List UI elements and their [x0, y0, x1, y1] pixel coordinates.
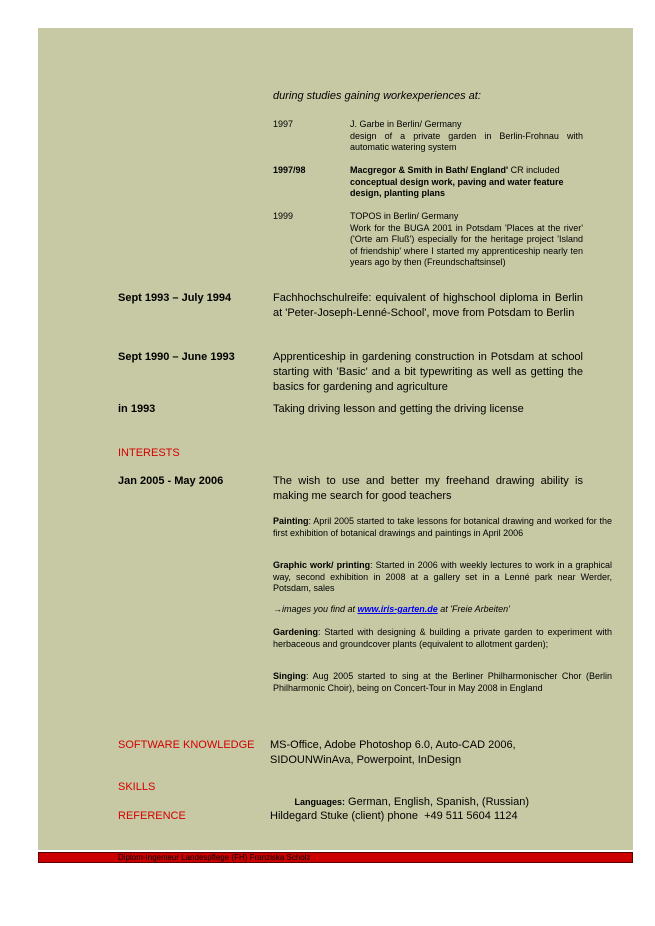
interests-heading: INTERESTS — [118, 447, 180, 459]
intro-line: during studies gaining workexperiences at: — [273, 90, 481, 102]
work-entry-desc — [350, 165, 583, 200]
footer-bar — [38, 852, 633, 863]
timeline-date: Sept 1990 – June 1993 — [118, 351, 235, 363]
interest-lead: Graphic work/ printing — [273, 560, 371, 570]
interests-period-date: Jan 2005 - May 2006 — [118, 475, 224, 487]
work-entry-desc — [350, 211, 583, 269]
cv-sheet — [38, 28, 633, 850]
timeline-date: in 1993 — [118, 403, 156, 415]
reference-heading: REFERENCE — [118, 810, 186, 822]
footer-text: Diplom-Ingenieur Landespflege (FH) Franziska Scholz — [118, 853, 311, 862]
interest-paragraph-singing — [273, 671, 612, 694]
interest-lead: Painting — [273, 516, 309, 526]
interest-paragraph-painting — [273, 516, 612, 539]
skills-heading: SKILLS — [118, 781, 156, 793]
work-entry-year: 1997/98 — [273, 165, 306, 175]
timeline-text: Taking driving lesson and getting the driving license — [273, 403, 524, 415]
software-knowledge-heading: SOFTWARE KNOWLEDGE — [118, 739, 255, 751]
work-entry-body: design of a private garden in Berlin-Frohnau with automatic watering system — [350, 130, 583, 152]
iris-garten-link[interactable]: www.iris-garten.de — [357, 604, 438, 614]
reference-value: Hildegard Stuke (client) phone +49 511 5604 1124 — [270, 810, 518, 822]
interest-text: : Started in 2006 with weekly lectures to work in a graphical way, second exhibition in 2008 at a gallery set in a Lenné park near Werder, Potsdam, sales — [273, 560, 613, 593]
work-entry-year: 1997 — [273, 119, 294, 129]
software-knowledge-value: MS-Office, Adobe Photoshop 6.0, Auto-CAD 2006, SIDOUNWinAva, Powerpoint, InDesign — [270, 739, 519, 766]
timeline-text: Fachhochschulreife: equivalent of highschool diploma in Berlin at 'Peter-Joseph-Lenné-School', move from Potsdam to Berlin — [273, 292, 583, 319]
link-suffix: at 'Freie Arbeiten' — [437, 604, 510, 614]
languages-list: German, English, Spanish, (Russian) — [344, 796, 529, 808]
work-entry-title: TOPOS in Berlin/ Germany — [350, 211, 459, 221]
link-prefix: →images you find at — [273, 604, 358, 614]
work-entry-year: 1999 — [273, 211, 294, 221]
interest-text: : Aug 2005 started to sing at the Berliner Philharmonischer Chor (Berlin Philharmonic Choir), being on Concert-Tour in May 2008 in England — [273, 671, 612, 693]
work-entry-desc — [350, 119, 583, 154]
interest-paragraph-graphic — [273, 560, 612, 595]
interest-text: : April 2005 started to take lessons for botanical drawing and worked for the first exhibition of botanical drawings and paintings in April 2006 — [273, 516, 612, 538]
interest-paragraph-gardening — [273, 627, 612, 650]
work-entry-body: conceptual design work, paving and water feature design, planting plans — [350, 176, 564, 198]
timeline-text: Apprenticeship in gardening construction in Potsdam at school starting with 'Basic' and a bit typewriting as well as getting the basics for gardening and agriculture — [273, 351, 583, 393]
images-link-line — [273, 604, 618, 616]
interests-period-text: The wish to use and better my freehand drawing ability is making me search for good teachers — [273, 475, 583, 502]
interest-text: : Started with designing & building a private garden to experiment with herbaceous and groundcover plants (equivalent to allotment garden); — [273, 627, 612, 649]
work-entry-body: Work for the BUGA 2001 in Potsdam 'Places at the river' ('Orte am Fluß') especially for the heritage project 'Island of friendship' where I started my apprenticeship nearly ten years ago by then (Freundschaftsinsel) — [350, 222, 583, 267]
interest-lead: Gardening — [273, 627, 319, 637]
work-entry-title: J. Garbe in Berlin/ Germany — [350, 119, 462, 129]
work-entry-title: Macgregor & Smith in Bath/ England' — [350, 165, 509, 175]
interest-lead: Singing — [273, 671, 306, 681]
timeline-date: Sept 1993 – July 1994 — [118, 292, 232, 304]
languages-lead: Languages: — [294, 797, 345, 807]
work-entry-note: CR included — [508, 165, 560, 175]
